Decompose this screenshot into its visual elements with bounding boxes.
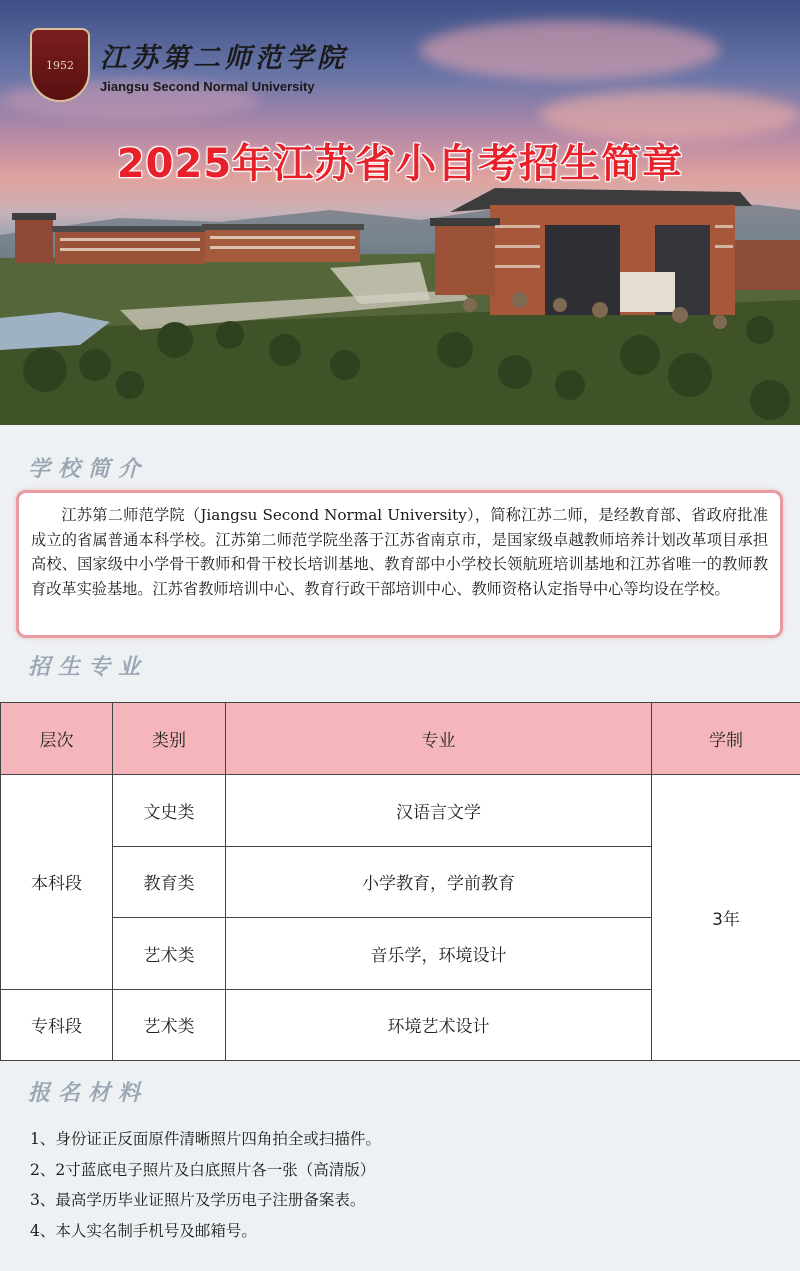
category-cell: 艺术类 xyxy=(113,989,226,1061)
school-seal-icon: 1952 xyxy=(30,28,90,102)
category-cell: 艺术类 xyxy=(113,918,226,990)
category-cell: 教育类 xyxy=(113,846,226,918)
major-cell: 小学教育，学前教育 xyxy=(226,846,652,918)
level-cell: 本科段 xyxy=(1,775,113,990)
major-cell: 环境艺术设计 xyxy=(226,989,652,1061)
major-cell: 汉语言文学 xyxy=(226,775,652,847)
majors-table xyxy=(0,702,800,1061)
page-title: 2025年江苏省小自考招生简章 xyxy=(116,141,684,187)
materials-list xyxy=(30,1124,381,1246)
level-cell: 专科段 xyxy=(1,989,113,1061)
intro-heading: 学校简介 xyxy=(28,456,149,482)
col-header-category: 类别 xyxy=(113,703,226,775)
col-header-duration: 学制 xyxy=(652,703,800,775)
materials-heading: 报名材料 xyxy=(28,1080,149,1106)
intro-text: 江苏第二师范学院（Jiangsu Second Normal University），简称江苏二师，是经教育部、省政府批准成立的省属普通本科学校。江苏第二师范学院坐落于江苏省南京市，是国家级卓越教师培养计划改革项目承担高校、国家级中小学骨干教师和骨干校长培训基地、教育部中小学校长领航班培训基地和江苏省唯一的教师教育改革实验基地。江苏省教师培训中心、教育行政干部培训中心、教师资格认定指导中心等均设在学校。 xyxy=(31,506,768,598)
category-cell: 文史类 xyxy=(113,775,226,847)
school-name-en: Jiangsu Second Normal University xyxy=(100,79,315,94)
table-row xyxy=(1,775,800,847)
list-item: 3、最高学历毕业证照片及学历电子注册备案表。 xyxy=(30,1191,366,1209)
col-header-major: 专业 xyxy=(226,703,652,775)
major-cell: 音乐学，环境设计 xyxy=(226,918,652,990)
majors-heading: 招生专业 xyxy=(28,654,149,680)
list-item: 2、2寸蓝底电子照片及白底照片各一张（高清版） xyxy=(30,1160,376,1179)
list-item: 1、身份证正反面原件清晰照片四角拍全或扫描件。 xyxy=(30,1130,381,1148)
school-name-cn: 江苏第二师范学院 xyxy=(100,43,348,74)
col-header-level: 层次 xyxy=(1,703,113,775)
intro-box xyxy=(16,490,783,638)
list-item: 4、本人实名制手机号及邮箱号。 xyxy=(30,1221,257,1240)
school-logo xyxy=(30,28,348,102)
duration-cell: 3年 xyxy=(652,775,800,1061)
hero-banner xyxy=(0,0,800,425)
table-header-row xyxy=(1,703,800,775)
